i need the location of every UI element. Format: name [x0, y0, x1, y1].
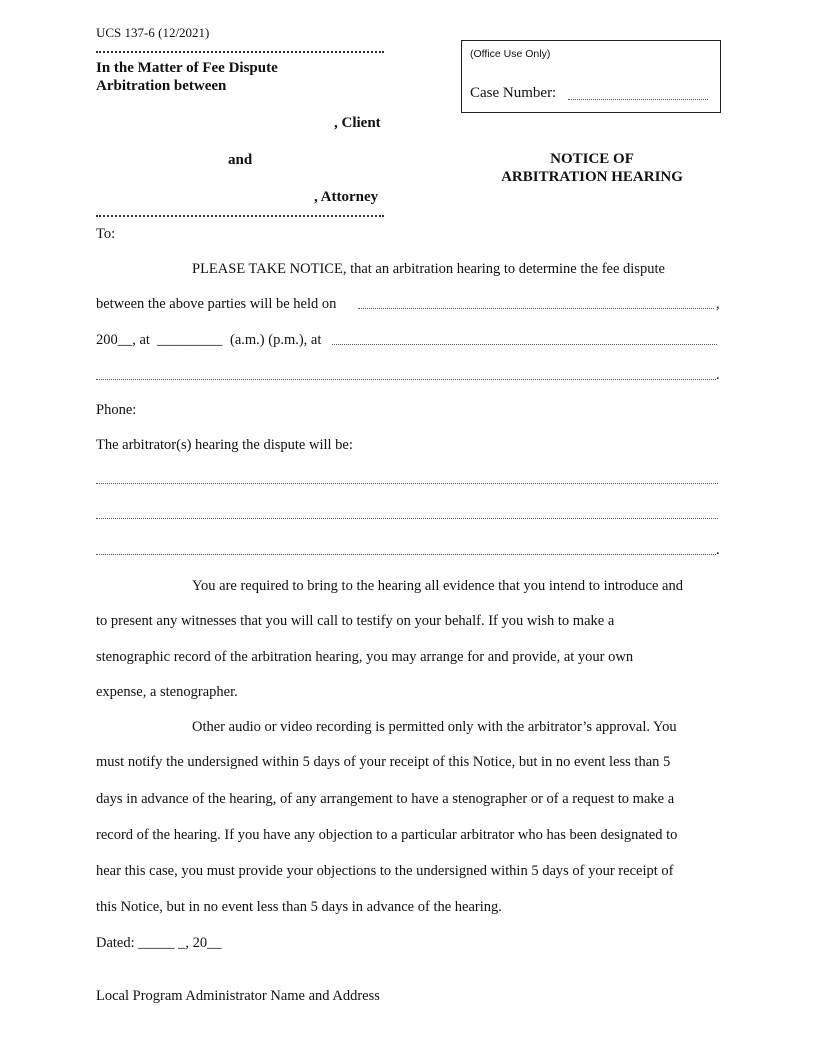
notice-title: [462, 150, 722, 186]
arbitrator-field-1[interactable]: [96, 483, 718, 484]
phone-label: Phone:: [96, 402, 137, 418]
recording-line5: hear this case, you must provide your objections to the undersigned within 5 days of your receipt of: [96, 863, 674, 879]
evidence-line2: to present any witnesses that you will call to testify on your behalf. If you wish to make a: [96, 613, 615, 629]
notice-line2: between the above parties will be held on: [96, 296, 337, 312]
evidence-line1: You are required to bring to the hearing all evidence that you intend to introduce and: [192, 578, 683, 594]
recording-line6: this Notice, but in no event less than 5 days in advance of the hearing.: [96, 899, 502, 915]
hearing-location-field[interactable]: [332, 344, 717, 345]
hearing-ampm: (a.m.) (p.m.), at: [230, 332, 322, 348]
notice-line4-end: .: [716, 367, 720, 383]
recording-line1: Other audio or video recording is permitted only with the arbitrator’s approval. You: [192, 719, 677, 735]
case-number-label: Case Number:: [470, 85, 557, 101]
recording-line4: record of the hearing. If you have any objection to a particular arbitrator who has been designated to: [96, 827, 678, 843]
hearing-time-field[interactable]: _________: [157, 332, 223, 348]
arbitrator-field-3[interactable]: [96, 554, 716, 555]
office-use-box: [461, 40, 721, 113]
caption-and: and: [228, 152, 253, 168]
caption-client: , Client: [334, 115, 381, 131]
notice-line1: PLEASE TAKE NOTICE, that an arbitration hearing to determine the fee dispute: [192, 261, 665, 277]
arbitrators-end: .: [716, 542, 720, 558]
notice-line2-end: ,: [716, 296, 720, 312]
caption-line1: In the Matter of Fee Dispute: [96, 60, 278, 76]
caption-attorney: , Attorney: [314, 189, 379, 205]
hearing-location-field-2[interactable]: [96, 379, 716, 380]
title-line2: ARBITRATION HEARING: [501, 169, 683, 185]
evidence-line4: expense, a stenographer.: [96, 684, 238, 700]
caption-bottom-rule: [96, 215, 384, 217]
hearing-year: 200__, at: [96, 332, 150, 348]
administrator-label: Local Program Administrator Name and Address: [96, 988, 380, 1004]
to-label: To:: [96, 226, 116, 242]
office-use-label: (Office Use Only): [470, 48, 551, 60]
evidence-line3: stenographic record of the arbitration hearing, you may arrange for and provide, at your own: [96, 649, 634, 665]
form-code: UCS 137-6 (12/2021): [96, 25, 210, 40]
arbitrators-label: The arbitrator(s) hearing the dispute will be:: [96, 437, 353, 453]
dated-field[interactable]: Dated: _____ _, 20__: [96, 935, 222, 951]
hearing-date-field[interactable]: [358, 308, 714, 309]
case-number-field[interactable]: [568, 99, 708, 100]
title-line1: NOTICE OF: [550, 151, 634, 167]
caption-line2: Arbitration between: [96, 78, 227, 94]
recording-line3: days in advance of the hearing, of any arrangement to have a stenographer or of a request to make a: [96, 791, 675, 807]
arbitrator-field-2[interactable]: [96, 518, 718, 519]
caption-top-rule: [96, 51, 384, 53]
recording-line2: must notify the undersigned within 5 days of your receipt of this Notice, but in no event less than 5: [96, 754, 671, 770]
